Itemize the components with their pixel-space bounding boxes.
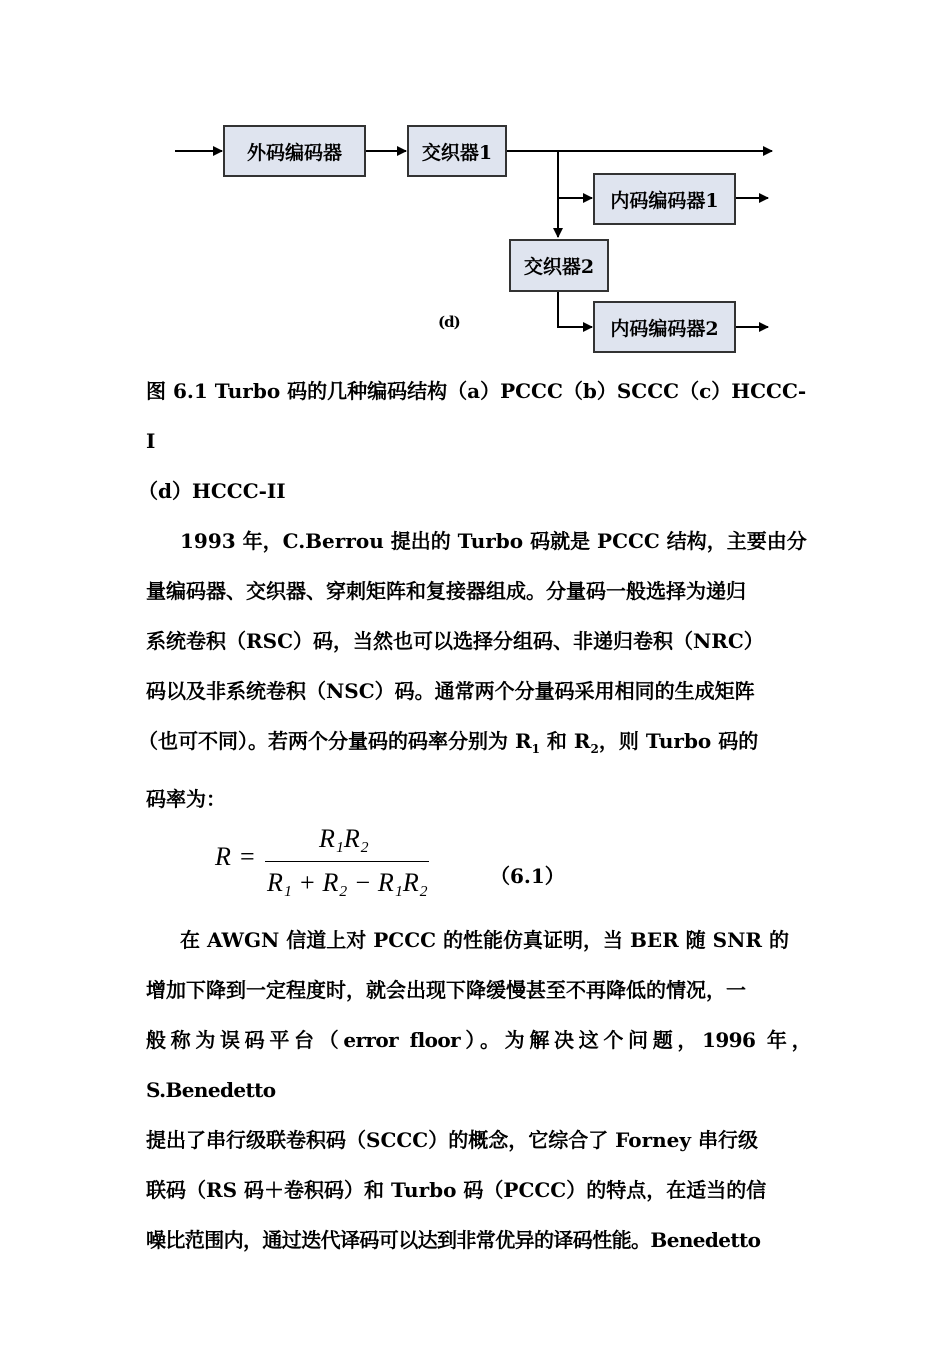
interleaver1-box — [407, 125, 507, 177]
interleaver2-to-inner2-arrow — [558, 291, 592, 327]
para2-line-2: 增加下降到一定程度时，就会出现下降缓慢甚至不再降低的情况，一 — [146, 978, 746, 1002]
para1-line-2: 量编码器、交织器、穿刺矩阵和复接器组成。分量码一般选择为递归 — [146, 579, 746, 603]
diagram-arrows — [0, 0, 952, 370]
para1-line-5a: （也可不同）。若两个分量码的码率分别为 R — [138, 729, 532, 753]
rate-formula — [215, 818, 635, 908]
para2-line-3: 般称为误码平台（error floor）。为解决这个问题，1996 年，S.Benedetto — [146, 1028, 811, 1102]
para1-line-6: 码率为： — [146, 787, 226, 811]
paragraph-2 — [146, 915, 811, 1265]
fraction-bar — [265, 861, 429, 862]
interleaver2-label: 交织器2 — [523, 256, 595, 278]
para2-line-5: 联码（RS 码＋卷积码）和 Turbo 码（PCCC）的特点，在适当的信 — [146, 1178, 767, 1202]
para2-line-4: 提出了串行级联卷积码（SCCC）的概念，它综合了 Forney 串行级 — [146, 1128, 758, 1152]
caption-line-2: （d）HCCC-II — [138, 479, 286, 503]
para1-line-4: 码以及非系统卷积（NSC）码。通常两个分量码采用相同的生成矩阵 — [146, 679, 755, 703]
equation-number: （6.1） — [490, 864, 565, 888]
outer-encoder-box — [223, 125, 366, 177]
inner-encoder1-label: 内码编码器1 — [610, 189, 719, 212]
figure-caption — [138, 366, 811, 516]
para1-line-5 — [138, 716, 811, 774]
r1-subscript: 1 — [531, 742, 540, 756]
paragraph-1 — [138, 516, 811, 824]
para1-line-1: 1993 年，C.Berrou 提出的 Turbo 码就是 PCCC 结构，主要由分 — [180, 529, 807, 553]
interleaver2-box — [509, 239, 609, 292]
para2-line-6: 噪比范围内，通过迭代译码可以达到非常优异的译码性能。Benedetto — [146, 1228, 761, 1252]
sub-figure-label: (d) — [438, 313, 460, 331]
para1-line-5b: 和 R — [539, 729, 591, 753]
para2-line-1: 在 AWGN 信道上对 PCCC 的性能仿真证明，当 BER 随 SNR 的 — [180, 928, 789, 952]
r2-subscript: 2 — [590, 742, 599, 756]
formula-numerator: R₁R₂ — [319, 824, 369, 853]
formula-equals: = — [240, 842, 255, 871]
encoder-diagram — [0, 0, 952, 370]
inner-encoder2-label: 内码编码器2 — [610, 317, 719, 340]
formula-lhs: R — [215, 842, 231, 871]
para1-line-5c: ，则 Turbo 码的 — [598, 729, 759, 753]
formula-denominator: R₁ + R₂ − R₁R₂ — [267, 868, 428, 897]
para1-line-3: 系统卷积（RSC）码，当然也可以选择分组码、非递归卷积（NRC） — [146, 629, 764, 653]
caption-line-1: 图 6.1 Turbo 码的几种编码结构（a）PCCC（b）SCCC（c）HCCC-I — [146, 379, 807, 453]
interleaver1-label: 交织器1 — [421, 141, 493, 164]
inner-encoder1-box — [593, 173, 736, 225]
inner-encoder2-box — [593, 301, 736, 353]
outer-encoder-label: 外码编码器 — [246, 141, 342, 164]
